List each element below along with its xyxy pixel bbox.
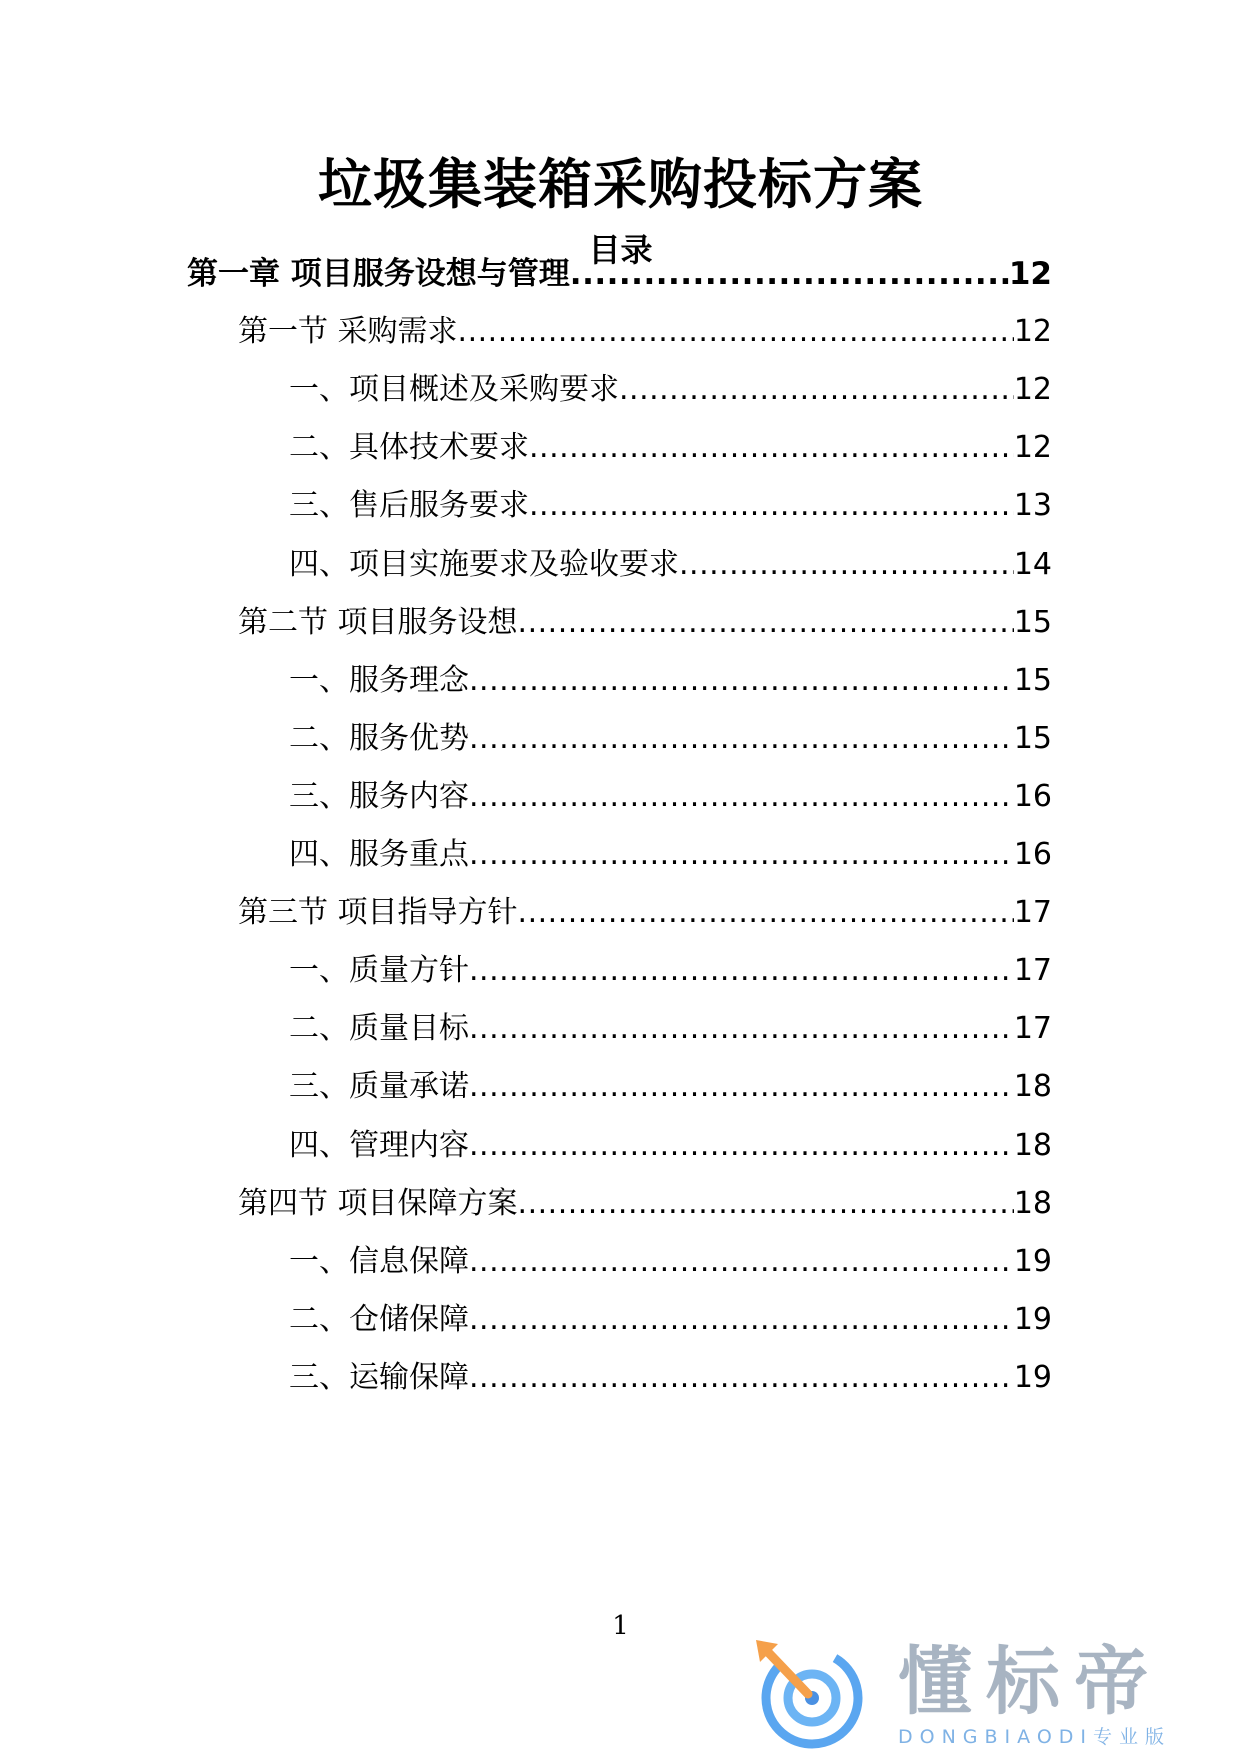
toc-dot-leader xyxy=(570,252,1009,296)
watermark-brand: 懂标帝 xyxy=(898,1639,1162,1725)
toc-entry[interactable] xyxy=(289,949,1052,993)
toc-entry-label: 第三节 项目指导方针 xyxy=(238,895,518,931)
toc-entry[interactable] xyxy=(289,543,1052,587)
toc-heading: 目录 xyxy=(588,231,653,269)
toc-entry[interactable] xyxy=(289,426,1052,470)
watermark-subtitle: DONGBIAODI专业版 xyxy=(898,1726,1172,1748)
toc-dot-leader xyxy=(469,833,1014,877)
toc-entry-label: 三、质量承诺 xyxy=(289,1069,469,1105)
toc-entry-label: 第一章 项目服务设想与管理 xyxy=(187,256,570,292)
toc-dot-leader xyxy=(469,775,1014,819)
toc-dot-leader xyxy=(518,601,1014,645)
toc-entry-label: 一、质量方针 xyxy=(289,953,469,989)
toc-entry-page: 12 xyxy=(1013,314,1052,350)
toc-entry-page: 15 xyxy=(1013,662,1052,698)
toc-entry[interactable] xyxy=(238,1182,1052,1226)
document-title: 垃圾集装箱采购投标方案 xyxy=(318,153,923,216)
toc-entry-page: 19 xyxy=(1013,1301,1052,1337)
toc-entry[interactable] xyxy=(289,1065,1052,1109)
toc-entry-label: 一、项目概述及采购要求 xyxy=(289,372,619,408)
toc-entry-page: 18 xyxy=(1013,1185,1052,1221)
toc-entry[interactable] xyxy=(289,484,1052,528)
toc-entry-page: 17 xyxy=(1013,953,1052,989)
toc-entry[interactable] xyxy=(289,775,1052,819)
toc-entry-page: 18 xyxy=(1013,1069,1052,1105)
toc-entry-label: 四、项目实施要求及验收要求 xyxy=(289,546,679,582)
toc-entry-page: 12 xyxy=(1013,430,1052,466)
toc-entry-label: 一、服务理念 xyxy=(289,662,469,698)
toc-entry-label: 四、管理内容 xyxy=(289,1127,469,1163)
toc-entry-label: 四、服务重点 xyxy=(289,837,469,872)
toc-dot-leader xyxy=(469,1065,1014,1109)
toc-entry-label: 二、具体技术要求 xyxy=(289,430,529,466)
toc-dot-leader xyxy=(469,1007,1014,1051)
target-arrow-icon xyxy=(748,1636,868,1751)
toc-dot-leader xyxy=(469,1356,1014,1400)
toc-entry-label: 二、仓储保障 xyxy=(289,1301,469,1337)
toc-entry[interactable] xyxy=(289,1298,1052,1342)
toc-entry[interactable] xyxy=(187,252,1052,296)
toc-entry-page: 16 xyxy=(1013,778,1052,814)
toc-entry[interactable] xyxy=(289,717,1052,761)
toc-dot-leader xyxy=(469,949,1014,993)
toc-dot-leader xyxy=(619,368,1014,412)
toc-dot-leader xyxy=(469,717,1014,761)
toc-dot-leader xyxy=(529,426,1014,470)
toc-entry-page: 12 xyxy=(1013,372,1052,408)
toc-dot-leader xyxy=(529,484,1014,528)
toc-dot-leader xyxy=(518,1182,1014,1226)
page-number: 1 xyxy=(612,1611,629,1641)
toc-entry[interactable] xyxy=(289,1007,1052,1051)
toc-entry-label: 第一节 采购需求 xyxy=(238,314,458,350)
toc-entry[interactable] xyxy=(289,833,1052,877)
toc-entry-page: 13 xyxy=(1013,488,1052,524)
toc-entry-label: 三、运输保障 xyxy=(289,1359,469,1395)
toc-entry-page: 16 xyxy=(1013,837,1052,872)
toc-entry-page: 18 xyxy=(1013,1127,1052,1163)
toc-dot-leader xyxy=(469,1124,1014,1168)
toc-entry[interactable] xyxy=(289,659,1052,703)
toc-entry-page: 14 xyxy=(1013,546,1052,582)
toc-entry[interactable] xyxy=(289,1124,1052,1168)
toc-entry[interactable] xyxy=(238,310,1052,354)
toc-entry[interactable] xyxy=(238,891,1052,935)
toc-entry[interactable] xyxy=(238,601,1052,645)
watermark xyxy=(748,1636,1218,1751)
toc-dot-leader xyxy=(458,310,1014,354)
toc-entry-label: 三、服务内容 xyxy=(289,778,469,814)
toc-entry-page: 12 xyxy=(1008,256,1052,292)
toc-entry[interactable] xyxy=(289,1240,1052,1284)
toc-entry-page: 17 xyxy=(1013,895,1052,931)
toc-entry-page: 17 xyxy=(1013,1011,1052,1047)
toc-entry[interactable] xyxy=(289,1356,1052,1400)
toc-entry-page: 15 xyxy=(1013,720,1052,756)
toc-entry-label: 二、质量目标 xyxy=(289,1011,469,1047)
toc-entry[interactable] xyxy=(289,368,1052,412)
toc-dot-leader xyxy=(518,891,1014,935)
toc-entry-label: 一、信息保障 xyxy=(289,1243,469,1279)
toc-entry-page: 19 xyxy=(1013,1243,1052,1279)
toc-entry-label: 第二节 项目服务设想 xyxy=(238,604,518,640)
toc-entry-page: 15 xyxy=(1013,604,1052,640)
toc-dot-leader xyxy=(469,1240,1014,1284)
toc-entry-label: 第四节 项目保障方案 xyxy=(238,1185,518,1221)
toc-dot-leader xyxy=(469,659,1014,703)
toc-entry-page: 19 xyxy=(1013,1359,1052,1395)
toc-dot-leader xyxy=(679,543,1014,587)
toc-entry-label: 二、服务优势 xyxy=(289,720,469,756)
toc-entry-label: 三、售后服务要求 xyxy=(289,488,529,524)
toc-dot-leader xyxy=(469,1298,1014,1342)
